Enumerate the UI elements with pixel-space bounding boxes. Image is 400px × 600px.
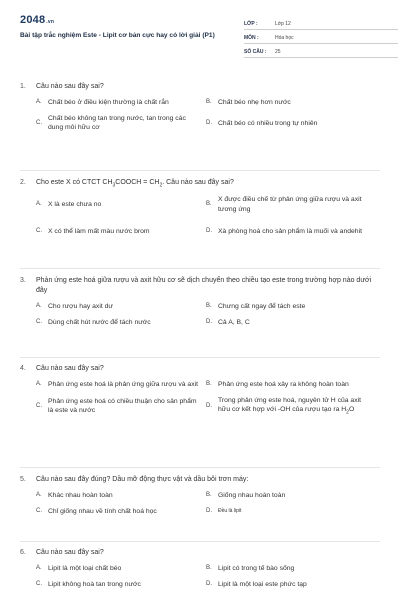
option-c[interactable]: C. Dùng chất hút nước để tách nước <box>36 318 151 326</box>
site-logo[interactable] <box>20 14 54 26</box>
lop-value: Lớp 12 <box>275 21 291 27</box>
option-d[interactable]: D. Trong phản ứng este hoá, nguyên tử H của axit hữu cơ kết hợp với -OH của rượu tạo ra $H_2O$ <box>206 396 361 416</box>
option-d[interactable]: D. Lipit là một loại este phức tạp <box>206 580 307 588</box>
option-d[interactable]: D. Cả A, B, C <box>206 318 250 326</box>
option-b[interactable]: B. Phản ứng este hoá xảy ra không hoàn toàn <box>206 380 349 388</box>
question-2 <box>20 178 380 243</box>
question-number: 2. <box>20 179 26 186</box>
options <box>20 491 380 523</box>
option-b[interactable]: B. X được điều chế từ phản ứng giữa rượu và axit tương ứng <box>206 196 362 213</box>
meta-info <box>244 16 398 58</box>
option-a[interactable]: A. X là este chưa no <box>36 200 102 208</box>
question-stem <box>20 364 380 374</box>
option-c[interactable]: C. Lipit không hoà tan trong nước <box>36 580 141 588</box>
question-text: Câu nào sau đây sai? <box>36 83 104 90</box>
question-3 <box>20 276 380 334</box>
divider <box>20 357 380 358</box>
mon-value: Hóa học <box>275 35 294 41</box>
question-number: 1. <box>20 83 26 90</box>
question-text: Cho este X có CTCT $CH_3COOCH = CH_2$. Câu nào sau đây sai? <box>36 179 234 189</box>
option-a[interactable]: A. Phản ứng este hoá là phản ứng giữa rượu và axit <box>36 380 199 388</box>
option-b[interactable]: B. Giống nhau hoàn toàn <box>206 491 286 499</box>
option-b[interactable]: B. Chất béo nhẹ hơn nước <box>206 98 291 106</box>
option-c[interactable]: C. X có thể làm mất màu nước brom <box>36 227 150 235</box>
meta-row-socau <box>244 44 398 58</box>
question-text: Câu nào sau đây đúng? Dầu mỡ động thực vật và dầu bôi trơn máy: <box>36 476 249 483</box>
option-c[interactable]: C. Chỉ giống nhau về tính chất hoá học <box>36 507 157 515</box>
question-number: 3. <box>20 277 26 284</box>
divider <box>20 170 380 171</box>
option-c[interactable]: C. Phản ứng este hoá có chiều thuận cho sản phẩm là este và nước <box>36 397 197 415</box>
question-5 <box>20 475 380 523</box>
question-stem <box>20 276 380 296</box>
question-stem <box>20 475 380 485</box>
lop-label: LỚP : <box>244 21 258 27</box>
logo-suffix: .vn <box>46 19 55 25</box>
mon-label: MÔN : <box>244 35 259 41</box>
meta-row-mon <box>244 30 398 44</box>
question-number: 6. <box>20 549 26 556</box>
option-b[interactable]: B. Chưng cất ngay để tách este <box>206 302 306 310</box>
option-a[interactable]: A. Cho rượu hay axit dư <box>36 302 113 310</box>
divider <box>20 541 380 542</box>
options <box>20 564 380 596</box>
option-a[interactable]: A. Khác nhau hoàn toàn <box>36 491 113 499</box>
option-a[interactable]: A. Chất béo ở điều kiện thường là chất rắn <box>36 98 169 106</box>
question-stem <box>20 178 380 189</box>
question-text: Câu nào sau đây sai? <box>36 365 104 372</box>
question-text: Phản ứng este hoá giữa rượu và axit hữu cơ sẽ dịch chuyển theo chiều tạo este trong trường hợp nào dưới đây <box>36 277 372 294</box>
question-4 <box>20 364 380 423</box>
option-d[interactable]: D. Xà phòng hoá cho sản phẩm là muối và andehit <box>206 227 362 235</box>
meta-row-lop <box>244 16 398 30</box>
page-title: Bài tập trắc nghiệm Este - Lipit cơ bản cực hay có lời giải (P1) <box>20 32 215 39</box>
options <box>20 195 380 243</box>
socau-label: SỐ CÂU : <box>244 49 267 55</box>
option-d[interactable]: D. Chất béo có nhiều trong tự nhiên <box>206 119 318 127</box>
question-text: Câu nào sau đây sai? <box>36 549 104 556</box>
socau-value: 25 <box>275 49 281 55</box>
option-d[interactable]: D. Đều là lipit <box>206 508 242 515</box>
options <box>20 302 380 334</box>
divider <box>20 467 380 468</box>
options <box>20 380 380 423</box>
option-a[interactable]: A. Lipit là một loại chất béo <box>36 564 122 572</box>
option-b[interactable]: B. Lipit có trong tế bào sống <box>206 564 295 572</box>
question-number: 4. <box>20 365 26 372</box>
option-c[interactable]: C. Chất béo không tan trong nước, tan trong các dung môi hữu cơ <box>36 114 186 132</box>
question-stem <box>20 82 380 92</box>
question-1 <box>20 82 380 139</box>
header <box>20 14 382 78</box>
divider <box>20 268 380 269</box>
question-stem <box>20 548 380 558</box>
options <box>20 98 380 140</box>
logo-main: 2048 <box>20 14 46 26</box>
question-number: 5. <box>20 476 26 483</box>
question-6 <box>20 548 380 596</box>
